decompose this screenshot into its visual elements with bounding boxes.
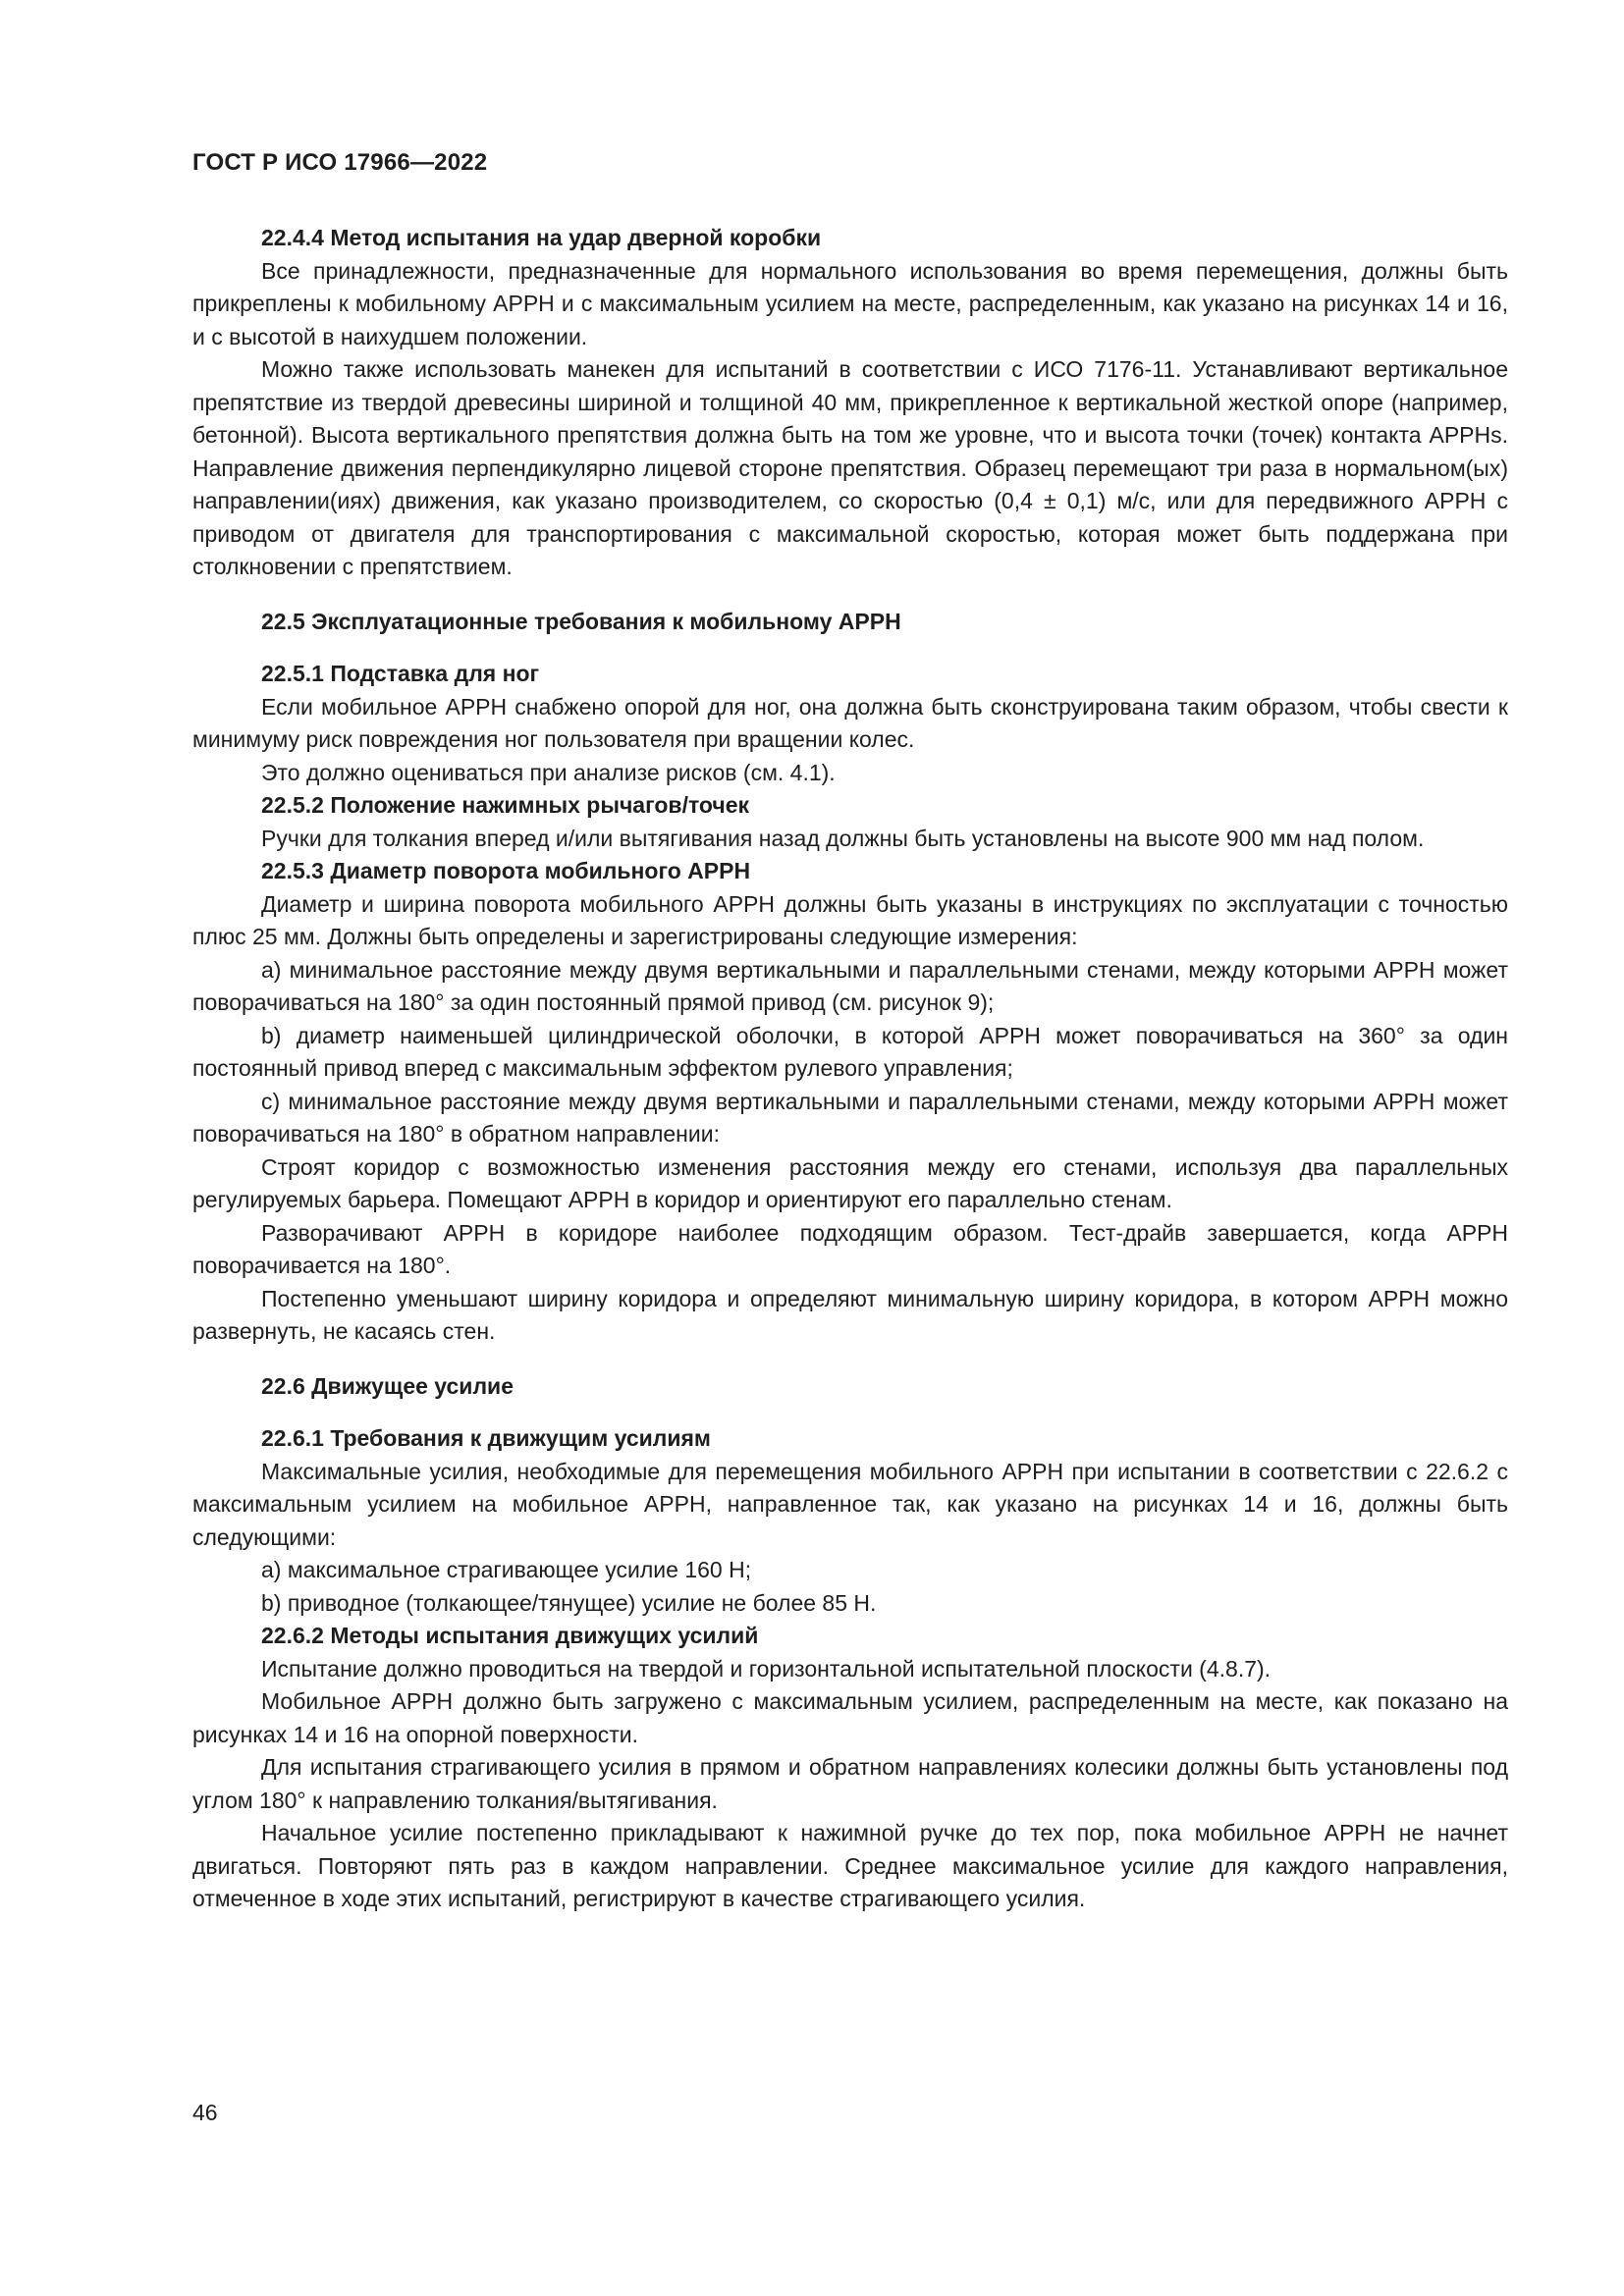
paragraph: Можно также использовать манекен для испытаний в соответствии с ИСО 7176-11. Устанавливают вертикальное препятствие из твердой древесины шириной и толщиной 40 мм, прикрепленное к вертикальной жесткой опоре (например, бетонной). Высота вертикального препятствия должна быть на том же уровне, что и высота точки (точек) контакта АРРНs. Направление движения перпендикулярно лицевой стороне препятствия. Образец перемещают три раза в нормальном(ых) направлении(иях) движения, как указано производителем, со скоростью (0,4 ± 0,1) м/с, или для передвижного АРРН с приводом от двигателя для транспортирования с максимальной скоростью, которая может быть поддержана при столкновении с препятствием.: [192, 356, 1508, 579]
paragraph: Ручки для толкания вперед и/или вытягивания назад должны быть установлены на высоте 900 мм над полом.: [261, 825, 1425, 851]
section-heading-22-6: 22.6 Движущее усилие: [261, 1372, 514, 1399]
page-number: 46: [192, 2100, 218, 2125]
paragraph: Если мобильное АРРН снабжено опорой для ног, она должна быть сконструирована таким образом, чтобы свести к минимуму риск повреждения ног пользователя при вращении колес.: [192, 693, 1508, 752]
standard-code-header: ГОСТ Р ИСО 17966—2022: [192, 149, 488, 176]
section-heading-22-5-1: 22.5.1 Подставка для ног: [261, 661, 540, 686]
paragraph: Разворачивают АРРН в коридоре наиболее подходящим образом. Тест-драйв завершается, когда АРРН поворачивается на 180°.: [192, 1219, 1508, 1278]
paragraph: Для испытания страгивающего усилия в прямом и обратном направлениях колесики должны быть установлены под углом 180° к направлению толкания/вытягивания.: [192, 1754, 1508, 1813]
section-heading-22-5-3: 22.5.3 Диаметр поворота мобильного АРРН: [261, 858, 751, 883]
list-item-a: а) минимальное расстояние между двумя вертикальными и параллельными стенами, между которыми АРРН может поворачиваться на 180° за один постоянный прямой привод (см. рисунок 9);: [192, 956, 1508, 1015]
section-heading-22-5-2: 22.5.2 Положение нажимных рычагов/точек: [261, 792, 750, 818]
paragraph: Все принадлежности, предназначенные для нормального использования во время перемещения, должны быть прикреплены к мобильному АРРН и с максимальным усилием на месте, распределенным, как указано на рисунках 14 и 16, и с высотой в наихудшем положении.: [192, 257, 1508, 349]
paragraph: Диаметр и ширина поворота мобильного АРРН должны быть указаны в инструкциях по эксплуатации с точностью плюс 25 мм. Должны быть определены и зарегистрированы следующие измерения:: [192, 890, 1508, 949]
section-heading-22-5: 22.5 Эксплуатационные требования к мобильному АРРН: [261, 608, 901, 634]
paragraph: Это должно оцениваться при анализе рисков (см. 4.1).: [261, 759, 836, 785]
paragraph: Максимальные усилия, необходимые для перемещения мобильного АРРН при испытании в соответствии с 22.6.2 с максимальным усилием на мобильное АРРН, направленное так, как указано на рисунках 14 и 16, должны быть следующими:: [192, 1458, 1508, 1550]
list-item-b: b) приводное (толкающее/тянущее) усилие не более 85 Н.: [261, 1589, 877, 1616]
paragraph: Мобильное АРРН должно быть загружено с максимальным усилием, распределенным на месте, как показано на рисунках 14 и 16 на опорной поверхности.: [192, 1688, 1508, 1747]
list-item-a: а) максимальное страгивающее усилие 160 Н;: [261, 1557, 752, 1582]
list-item-c: с) минимальное расстояние между двумя вертикальными и параллельными стенами, между которыми АРРН может поворачиваться на 180° в обратном направлении:: [192, 1088, 1508, 1147]
paragraph: Строят коридор с возможностью изменения расстояния между его стенами, используя два параллельных регулируемых барьера. Помещают АРРН в коридор и ориентируют его параллельно стенам.: [192, 1153, 1508, 1212]
document-body: [192, 222, 1508, 1916]
list-item-b: b) диаметр наименьшей цилиндрической оболочки, в которой АРРН может поворачиваться на 360° за один постоянный привод вперед с максимальным эффектом рулевого управления;: [192, 1022, 1508, 1081]
paragraph: Постепенно уменьшают ширину коридора и определяют минимальную ширину коридора, в котором АРРН можно развернуть, не касаясь стен.: [192, 1285, 1508, 1344]
section-heading-22-4-4: 22.4.4 Метод испытания на удар дверной коробки: [261, 225, 822, 250]
paragraph: Начальное усилие постепенно прикладывают к нажимной ручке до тех пор, пока мобильное АРРН не начнет двигаться. Повторяют пять раз в каждом направлении. Среднее максимальное усилие для каждого направления, отмеченное в ходе этих испытаний, регистрируют в качестве страгивающего усилия.: [192, 1820, 1508, 1911]
section-heading-22-6-1: 22.6.1 Требования к движущим усилиям: [261, 1425, 711, 1451]
section-heading-22-6-2: 22.6.2 Методы испытания движущих усилий: [261, 1623, 759, 1648]
paragraph: Испытание должно проводиться на твердой и горизонтальной испытательной плоскости (4.8.7).: [261, 1655, 1272, 1682]
